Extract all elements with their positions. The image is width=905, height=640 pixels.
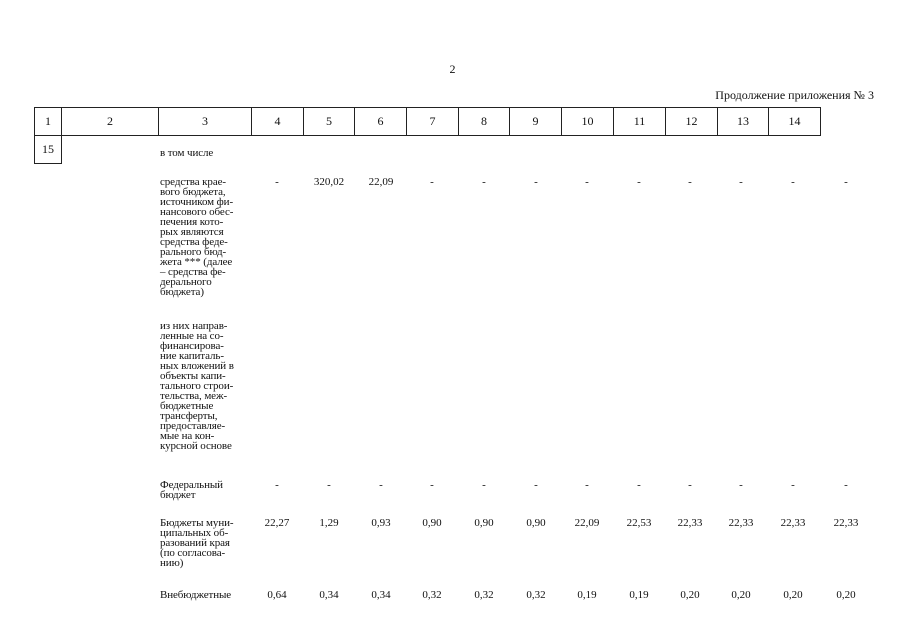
value-cell: - xyxy=(844,176,848,188)
value-cell: - xyxy=(379,479,383,491)
header-cell: 11 xyxy=(614,108,666,136)
value-cell: 0,32 xyxy=(526,589,546,601)
row-label-line: Бюджеты муни- xyxy=(160,517,234,529)
row-label-line: в том числе xyxy=(160,147,214,159)
row-label-line: ципальных об- xyxy=(160,527,229,539)
header-cell: 14 xyxy=(769,108,821,136)
value-cell: 0,90 xyxy=(474,517,494,529)
header-cell: 3 xyxy=(159,108,252,136)
value-cell: - xyxy=(534,176,538,188)
row-label-line: нансового обес- xyxy=(160,206,234,218)
value-cell: 0,19 xyxy=(629,589,649,601)
row-label-line: печения кото- xyxy=(160,216,224,228)
header-cell: 8 xyxy=(459,108,510,136)
row-label-line: тельства, меж- xyxy=(160,390,228,402)
value-cell: 22,33 xyxy=(677,517,703,529)
header-cell: 5 xyxy=(304,108,355,136)
row-label xyxy=(160,590,252,600)
header-cell: 4 xyxy=(252,108,304,136)
value-cell: - xyxy=(585,176,589,188)
value-cell: - xyxy=(534,479,538,491)
row-label-line: трансферты, xyxy=(160,410,218,422)
column-number-header xyxy=(34,107,821,164)
value-cell: - xyxy=(844,479,848,491)
row-label-line: ленные на со- xyxy=(160,330,224,342)
header-cell: 7 xyxy=(407,108,459,136)
row-label-line: Внебюджетные xyxy=(160,589,232,601)
row-label-line: предоставляе- xyxy=(160,420,226,432)
value-cell: - xyxy=(791,176,795,188)
row-label-line: мые на кон- xyxy=(160,430,215,442)
header-cell: 15 xyxy=(35,136,62,164)
header-cell: 10 xyxy=(562,108,614,136)
row-label-line: курсной основе xyxy=(160,440,232,452)
row-label-line: бюджетные xyxy=(160,400,214,412)
header-cell: 13 xyxy=(718,108,769,136)
header-cell: 1 xyxy=(35,108,62,136)
continuation-title: Продолжение приложения № 3 xyxy=(715,88,874,102)
value-cell: - xyxy=(482,479,486,491)
value-cell: - xyxy=(275,176,279,188)
row-label-line: рых являются xyxy=(160,226,224,238)
value-cell: 0,90 xyxy=(422,517,442,529)
row-label-line: финансирова- xyxy=(160,340,224,352)
value-cell: 0,90 xyxy=(526,517,546,529)
row-label-line: разований края xyxy=(160,537,230,549)
value-cell: - xyxy=(430,479,434,491)
value-cell: 22,53 xyxy=(626,517,652,529)
value-cell: - xyxy=(327,479,331,491)
value-cell: 0,34 xyxy=(319,589,339,601)
value-cell: - xyxy=(739,479,743,491)
row-label-line: источником фи- xyxy=(160,196,234,208)
row-label-line: вого бюджета, xyxy=(160,186,226,198)
value-cell: 0,34 xyxy=(371,589,391,601)
value-cell: 0,32 xyxy=(474,589,494,601)
row-label xyxy=(160,518,252,568)
value-cell: 0,64 xyxy=(267,589,287,601)
value-cell: 22,27 xyxy=(264,517,290,529)
value-cell: 0,19 xyxy=(577,589,597,601)
value-cell: - xyxy=(688,176,692,188)
value-cell: 1,29 xyxy=(319,517,339,529)
value-cell: 22,33 xyxy=(833,517,859,529)
value-cell: - xyxy=(482,176,486,188)
value-cell: - xyxy=(637,479,641,491)
row-label-line: тального строи- xyxy=(160,380,234,392)
row-label-line: нию) xyxy=(160,557,184,569)
value-cell: 320,02 xyxy=(313,176,345,188)
value-cell: 0,93 xyxy=(371,517,391,529)
row-label-line: средства крае- xyxy=(160,176,226,188)
value-cell: 0,20 xyxy=(731,589,751,601)
row-label-line: (по согласова- xyxy=(160,547,226,559)
value-cell: 0,20 xyxy=(783,589,803,601)
row-label xyxy=(160,177,252,297)
value-cell: 0,20 xyxy=(680,589,700,601)
page-number: 2 xyxy=(449,62,456,76)
value-cell: 22,09 xyxy=(574,517,600,529)
row-label-line: жета *** (далее xyxy=(160,256,233,268)
row-label-line: средства феде- xyxy=(160,236,228,248)
value-cell: - xyxy=(637,176,641,188)
header-cell: 2 xyxy=(62,108,159,136)
header-cell: 12 xyxy=(666,108,718,136)
value-cell: 22,33 xyxy=(728,517,754,529)
row-label-line: ние капиталь- xyxy=(160,350,224,362)
row-label-line: из них направ- xyxy=(160,320,228,332)
header-cell: 6 xyxy=(355,108,407,136)
row-label xyxy=(160,321,252,451)
row-label xyxy=(160,480,252,500)
row-label-line: дерального xyxy=(160,276,212,288)
value-cell: - xyxy=(739,176,743,188)
row-label-line: – средства фе- xyxy=(160,266,226,278)
value-cell: 22,09 xyxy=(368,176,394,188)
row-label-line: Федеральный xyxy=(160,479,223,491)
row-label-line: бюджета) xyxy=(160,286,204,298)
value-cell: 22,33 xyxy=(780,517,806,529)
value-cell: 0,32 xyxy=(422,589,442,601)
value-cell: - xyxy=(791,479,795,491)
header-cell: 9 xyxy=(510,108,562,136)
value-cell: - xyxy=(585,479,589,491)
row-label xyxy=(160,148,252,158)
row-label-line: рального бюд- xyxy=(160,246,227,258)
value-cell: - xyxy=(275,479,279,491)
value-cell: - xyxy=(688,479,692,491)
row-label-line: объекты капи- xyxy=(160,370,226,382)
row-label-line: ных вложений в xyxy=(160,360,234,372)
value-cell: - xyxy=(430,176,434,188)
value-cell: 0,20 xyxy=(836,589,856,601)
row-label-line: бюджет xyxy=(160,489,196,501)
